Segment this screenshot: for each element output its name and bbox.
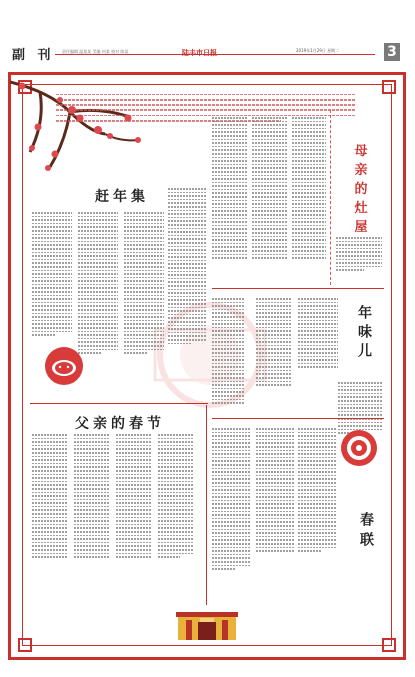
article-column (158, 432, 194, 560)
edit-line: 责任编辑 温某某 美编 何某 校对 陈某 (62, 49, 129, 54)
column-divider (206, 405, 207, 605)
article-title-kitchen: 母亲的灶屋 (354, 144, 368, 235)
article-column (116, 432, 152, 560)
pig-papercut-image (40, 345, 88, 387)
article-column (298, 296, 338, 370)
section-divider (212, 418, 384, 419)
article-column (168, 186, 206, 346)
page-number: 3 (384, 43, 400, 61)
frame-corner (382, 80, 396, 94)
article-column (212, 296, 244, 406)
article-column (32, 432, 68, 560)
article-column (124, 210, 164, 356)
article-column (336, 235, 382, 273)
article-title-market: 赶年集 (95, 189, 149, 205)
frame-corner (382, 638, 396, 652)
section-divider (30, 403, 208, 404)
article-title-couplets: 春联 (358, 512, 374, 552)
frame-corner (18, 638, 32, 652)
article-title-flavor: 年味儿 (356, 305, 372, 362)
article-column (212, 426, 250, 572)
article-column (292, 115, 326, 261)
article-column (256, 296, 292, 388)
date-line: 2019年1月29日 星期二 (296, 48, 340, 53)
article-column (78, 210, 118, 356)
article-column (252, 115, 288, 261)
article-column (298, 426, 336, 554)
column-divider (330, 110, 331, 285)
article-column (212, 115, 248, 261)
article-title-father: 父亲的春节 (75, 416, 165, 432)
section-title: 副 刊 (12, 48, 55, 63)
section-divider (212, 288, 384, 289)
article-column (74, 432, 110, 560)
article-column (256, 426, 294, 554)
flower-papercut-image (339, 428, 379, 468)
temple-gate-illustration (176, 608, 238, 640)
article-column (32, 210, 72, 338)
paper-name: 陆丰市日报 (182, 49, 217, 57)
